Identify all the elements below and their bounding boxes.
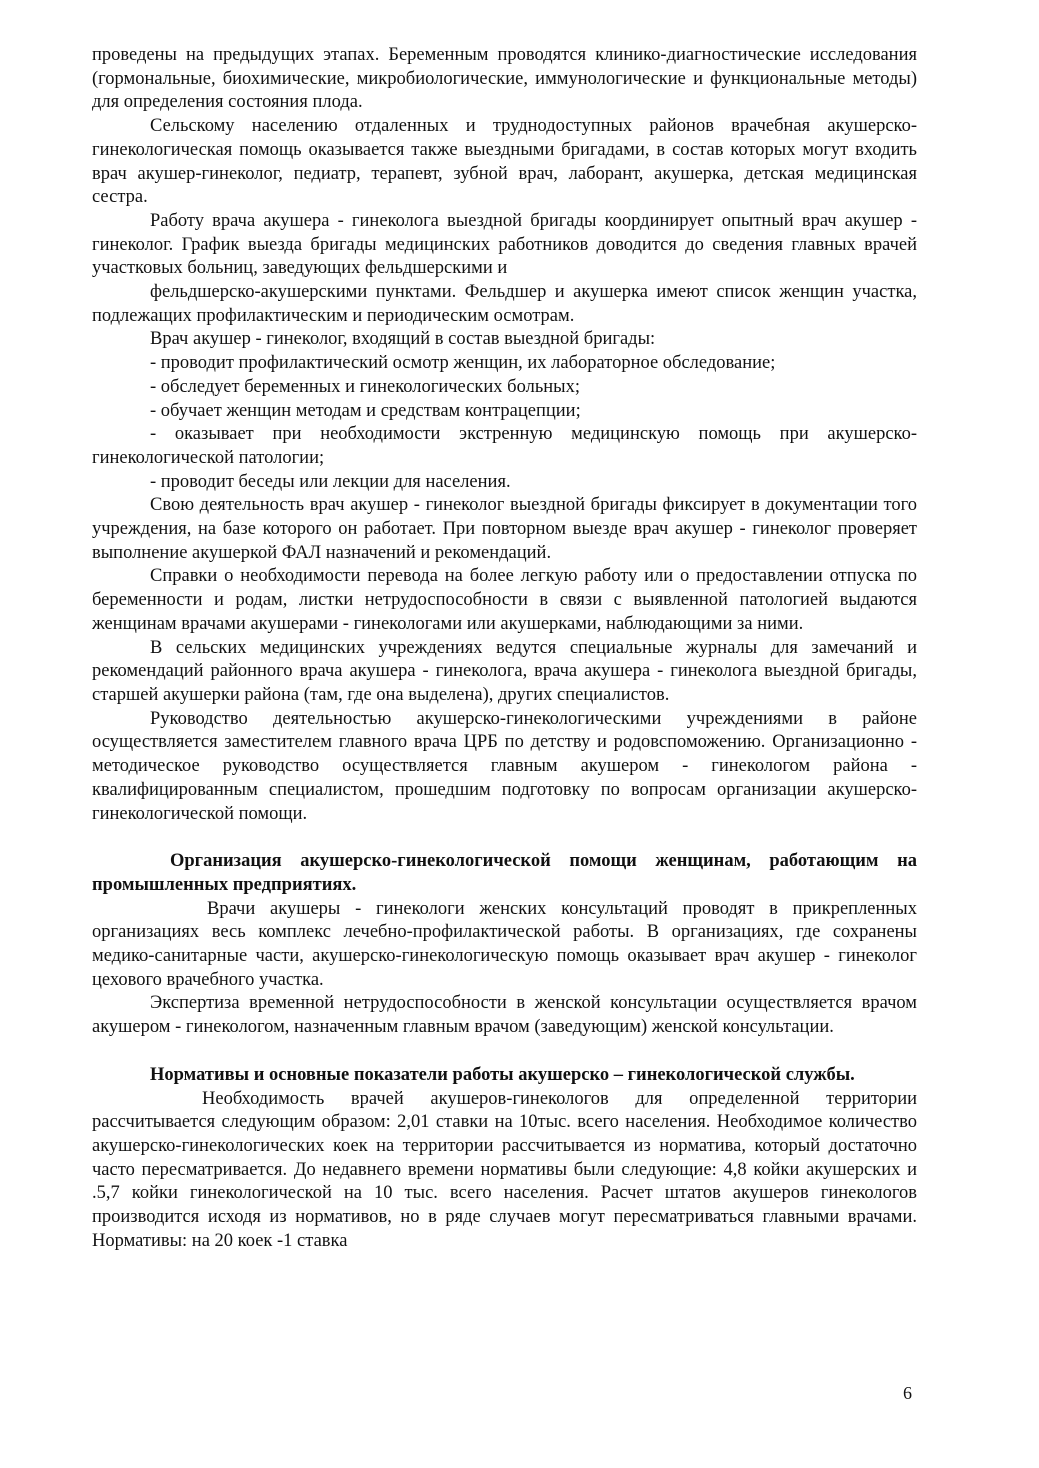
paragraph: Сельскому населению отдаленных и труднодоступных районов врачебная акушерско-гинекологическая помощь оказывается также выездными бригадами, в состав которых могут входить врач акушер-гинеколог, педиатр, терапевт, зубной врач, лаборант, акушерка, детская медицинская сестра. [92, 116, 917, 208]
paragraph: Необходимость врачей акушеров-гинекологов для определенной территории рассчитывается следующим образом: 2,01 ставки на 10тыс. всего населения. Необходимое количество акушерско-гинекологических коек на территории рассчитывается из норматива, который достаточно часто пересматривается. До недавнего времени нормативы были следующие: 4,8 койки акушерских и .5,7 койки гинекологической на 10 тыс. всего населения. Расчет штатов акушеров гинекологов производится исходя из нормативов, но в ряде случаев могут пересматриваться главными врачами. Нормативы: на 20 коек -1 ставка [92, 1088, 917, 1251]
paragraph: Свою деятельность врач акушер - гинеколог выездной бригады фиксирует в документации того учреждения, на базе которого он работает. При повторном выезде врач акушер - гинеколог проверяет выполнение акушеркой ФАЛ назначений и рекомендаций. [92, 495, 917, 563]
paragraph: Экспертиза временной нетрудоспособности в женской консультации осуществляется врачом акушером - гинекологом, назначенным главным врачом (заведующим) женской консультации. [92, 993, 917, 1038]
page-number: 6 [903, 1383, 912, 1403]
paragraph: Справки о необходимости перевода на более легкую работу или о предоставлении отпуска по беременности и родам, листки нетрудоспособности в связи с выявленной патологией выдаются женщинам врачами акушерами - гинекологами или акушерками, наблюдающими за ними. [92, 566, 917, 634]
list-item: - проводит профилактический осмотр женщин, их лабораторное обследование; [150, 353, 776, 374]
list-item: - обучает женщин методам и средствам контрацепции; [150, 400, 581, 421]
list-item: - проводит беседы или лекции для населения. [150, 471, 511, 492]
paragraph: Руководство деятельностью акушерско-гинекологическими учреждениями в районе осуществляется заместителем главного врача ЦРБ по детству и родовспоможению. Организационно - методическое руководство осуществляется главным акушером - гинекологом района - квалифицированным специалистом, прошедшим подготовку по вопросам организации акушерско-гинекологической помощи. [92, 708, 917, 824]
section-heading: Организация акушерско-гинекологической помощи женщинам, работающим на промышленных предприятиях. [92, 851, 917, 895]
paragraph: фельдшерско-акушерскими пунктами. Фельдшер и акушерка имеют список женщин участка, подлежащих профилактическим и периодическим осмотрам. [92, 282, 917, 326]
paragraph: Врач акушер - гинеколог, входящий в состав выездной бригады: [150, 329, 656, 350]
document-page [92, 44, 917, 1253]
paragraph: Врачи акушеры - гинекологи женских консультаций проводят в прикрепленных организациях весь комплекс лечебно-профилактической работы. В организациях, где сохранены медико-санитарные части, акушерско-гинекологическую помощь оказывает врач акушер - гинеколог цехового врачебного участка. [92, 898, 917, 990]
section-heading: Нормативы и основные показатели работы акушерско – гинекологической службы. [150, 1064, 855, 1085]
list-item: - обследует беременных и гинекологических больных; [150, 376, 580, 397]
paragraph: проведены на предыдущих этапах. Беременным проводятся клинико-диагностические исследования (гормональные, биохимические, микробиологические, иммунологические и функциональные методы) для определения состояния плода. [92, 45, 917, 113]
paragraph: В сельских медицинских учреждениях ведутся специальные журналы для замечаний и рекомендаций районного врача акушера - гинеколога, врача акушера - гинеколога выездной бригады, старшей акушерки района (там, где она выделена), других специалистов. [92, 637, 917, 705]
paragraph: Работу врача акушера - гинеколога выездной бригады координирует опытный врач акушер - гинеколог. График выезда бригады медицинских работников доводится до сведения главных врачей участковых больниц, заведующих фельдшерскими и [92, 210, 917, 279]
list-item: - оказывает при необходимости экстренную медицинскую помощь при акушерско-гинекологической патологии; [92, 424, 917, 468]
